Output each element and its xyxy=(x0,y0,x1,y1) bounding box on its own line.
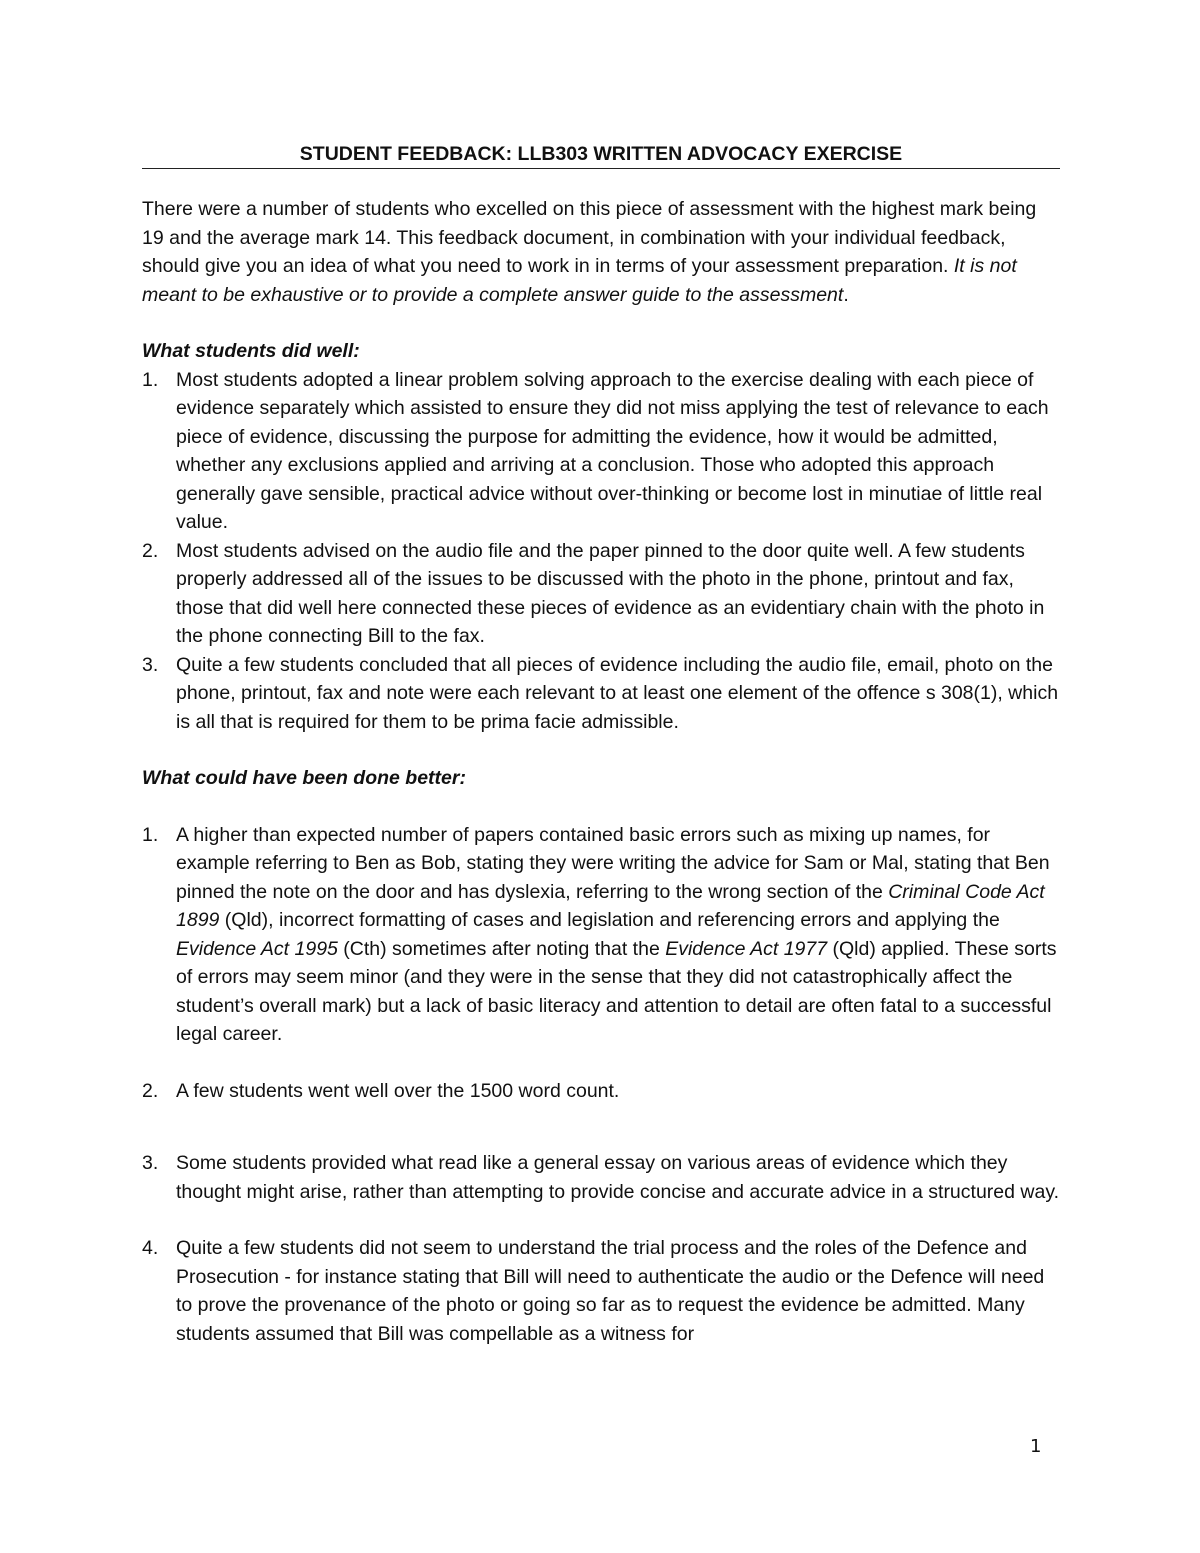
list-number: 2. xyxy=(142,1079,159,1102)
list-item xyxy=(142,366,1060,537)
list-item xyxy=(142,1234,1060,1348)
list-item-text: A few students went well over the 1500 word count. xyxy=(176,1079,620,1102)
list-item-text: A higher than expected number of papers contained basic errors such as mixing up names, for example referring to Ben as Bob, stating they were writing the advice for Sam or Mal, stating that Ben pinned the note on the door and has dyslexia, referring to the wrong section of the xyxy=(176,823,1050,903)
list-number: 1. xyxy=(142,368,159,391)
list-item-text: Quite a few students concluded that all pieces of evidence including the audio file, email, photo on the phone, printout, fax and note were each relevant to at least one element of the offence s 308(1), which is all that is required for them to be prima facie admissible. xyxy=(176,653,1059,733)
intro-paragraph xyxy=(142,195,1060,309)
list-item-text: Most students adopted a linear problem solving approach to the exercise dealing with each piece of evidence separately which assisted to ensure they did not miss applying the test of relevance to each piece of evidence, discussing the purpose for admitting the evidence, how it would be admitted, whether any exclusions applied and arriving at a conclusion. Those who adopted this approach generally gave sensible, practical advice without over-thinking or become lost in minutiae of little real value. xyxy=(176,368,1049,533)
statute-name: Criminal Code Act 1899 xyxy=(176,880,1045,931)
list-item xyxy=(142,537,1060,651)
statute-name: Evidence Act 1995 xyxy=(176,937,338,960)
list-item-text: (Qld), incorrect formatting of cases and legislation and referencing errors and applying the xyxy=(219,909,1000,931)
list-item-text: Quite a few students did not seem to understand the trial process and the roles of the Defence and Prosecution - for instance stating that Bill will need to authenticate the audio or the Defence will need to prove the provenance of the photo or going so far as to request the evidence be admitted. Many students assumed that Bill was compellable as a witness for xyxy=(176,1237,1045,1345)
list-item-text: Most students advised on the audio file and the paper pinned to the door quite well. A few students properly addressed all of the issues to be discussed with the photo in the phone, printout and fax, those that did well here connected these pieces of evidence as an evidentiary chain with the photo in the phone connecting Bill to the fax. xyxy=(176,539,1045,647)
list-number: 3. xyxy=(142,653,159,676)
list-item xyxy=(142,1077,1060,1106)
list-item xyxy=(142,651,1060,737)
list-item xyxy=(142,821,1060,1049)
intro-text: There were a number of students who excelled on this piece of assessment with the highest mark being 19 and the average mark 14. This feedback document, in combination with your individual feedback, should give you an idea of what you need to work in in terms of your assessment preparation. xyxy=(142,198,1037,277)
did-well-heading: What students did well: xyxy=(142,340,360,362)
list-number: 3. xyxy=(142,1152,159,1174)
list-number: 2. xyxy=(142,539,159,562)
intro-italic-text: It is not meant to be exhaustive or to provide a complete answer guide to the assessment xyxy=(142,255,1017,306)
page-number: 1 xyxy=(1030,1436,1042,1457)
did-well-list xyxy=(142,366,1060,737)
intro-end: . xyxy=(843,283,849,306)
list-item-text: Some students provided what read like a general essay on various areas of evidence which they thought might arise, rather than attempting to provide concise and accurate advice in a structured way. xyxy=(176,1152,1060,1203)
done-better-list xyxy=(142,821,1060,1349)
list-item-text: (Cth) sometimes after noting that the xyxy=(337,937,666,960)
statute-name: Evidence Act 1977 xyxy=(665,937,828,960)
done-better-heading: What could have been done better: xyxy=(142,767,466,789)
list-number: 1. xyxy=(142,823,159,846)
list-item xyxy=(142,1149,1060,1206)
list-number: 4. xyxy=(142,1237,159,1259)
document-title: STUDENT FEEDBACK: LLB303 WRITTEN ADVOCACY EXERCISE xyxy=(142,140,1060,169)
list-item-text: (Qld) applied. These sorts of errors may seem minor (and they were in the sense that they did not catastrophically affect the student’s overall mark) but a lack of basic literacy and attention to detail are often fatal to a successful legal career. xyxy=(176,937,1057,1045)
document-body xyxy=(142,140,1060,1348)
